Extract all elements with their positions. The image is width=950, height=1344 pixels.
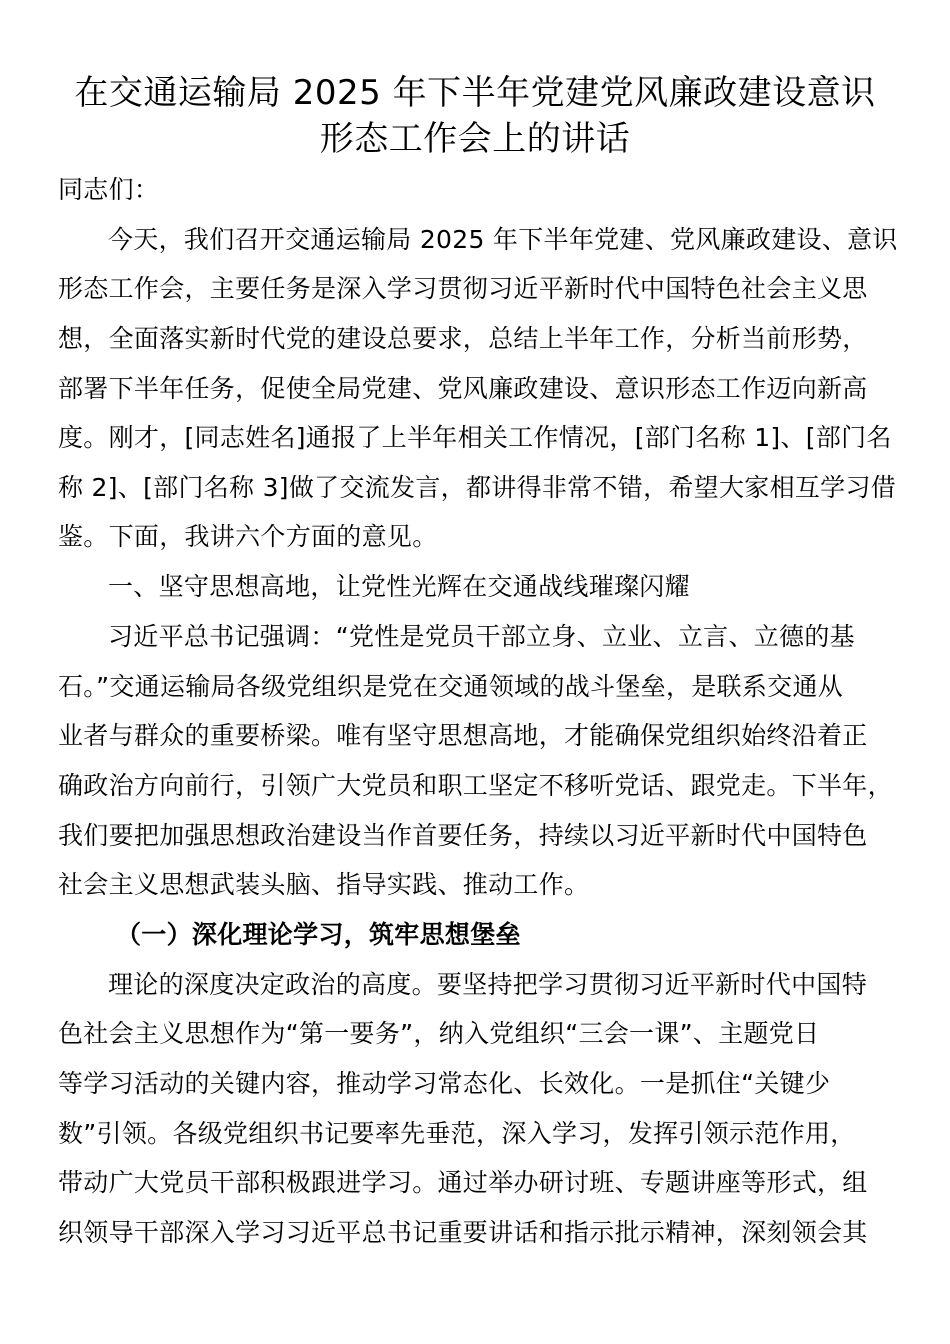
subsection-1-line-1: 理论的深度决定政治的高度。要坚持把学习贯彻习近平新时代中国特 xyxy=(108,970,868,999)
subsection-1-line-5: 带动广大党员干部积极跟进学习。通过举办研讨班、专题讲座等形式，组 xyxy=(58,1168,868,1197)
intro-line-7: 鉴。下面，我讲六个方面的意见。 xyxy=(58,522,438,551)
intro-line-6: 称 2]、[部门名称 3]做了交流发言，都讲得非常不错，希望大家相互学习借 xyxy=(58,473,897,502)
section-1-line-5: 我们要把加强思想政治建设当作首要任务，持续以习近平新时代中国特色 xyxy=(58,821,868,850)
intro-line-4: 部署下半年任务，促使全局党建、党风廉政建设、意识形态工作迈向新高 xyxy=(58,374,868,403)
section-1-line-3: 业者与群众的重要桥梁。唯有坚守思想高地，才能确保党组织始终沿着正 xyxy=(58,721,868,750)
section-1-line-4: 确政治方向前行，引领广大党员和职工坚定不移听党话、跟党走。下半年， xyxy=(58,771,893,800)
document-title-line-1: 在交通运输局 2025 年下半年党建党风廉政建设意识 xyxy=(74,73,876,113)
subsection-1-heading: （一）深化理论学习，筑牢思想堡垒 xyxy=(116,920,521,949)
intro-line-1: 今天，我们召开交通运输局 2025 年下半年党建、党风廉政建设、意识 xyxy=(108,225,898,254)
section-1-heading: 一、坚守思想高地，让党性光辉在交通战线璀璨闪耀 xyxy=(108,572,690,601)
subsection-1-line-6: 织领导干部深入学习习近平总书记重要讲话和指示批示精神，深刻领会其 xyxy=(58,1218,868,1247)
section-1-line-1: 习近平总书记强调：“党性是党员干部立身、立业、立言、立德的基 xyxy=(108,622,855,651)
section-1-line-6: 社会主义思想武装头脑、指导实践、推动工作。 xyxy=(58,870,590,899)
subsection-1-line-4: 数”引领。各级党组织书记要率先垂范，深入学习，发挥引领示范作用， xyxy=(58,1119,856,1148)
section-1-line-2: 石。”交通运输局各级党组织是党在交通领域的战斗堡垒，是联系交通从 xyxy=(58,672,844,701)
intro-line-3: 想，全面落实新时代党的建设总要求，总结上半年工作，分析当前形势， xyxy=(58,324,868,353)
subsection-1-line-3: 等学习活动的关键内容，推动学习常态化、长效化。一是抓住“关键少 xyxy=(58,1069,831,1098)
salutation: 同志们： xyxy=(58,175,160,204)
document-title-line-2: 形态工作会上的讲话 xyxy=(319,119,631,159)
intro-line-5: 度。刚才，[同志姓名]通报了上半年相关工作情况，[部门名称 1]、[部门名 xyxy=(58,423,892,452)
intro-line-2: 形态工作会，主要任务是深入学习贯彻习近平新时代中国特色社会主义思 xyxy=(58,274,868,303)
subsection-1-line-2: 色社会主义思想作为“第一要务”，纳入党组织“三会一课”、主题党日 xyxy=(58,1019,820,1048)
